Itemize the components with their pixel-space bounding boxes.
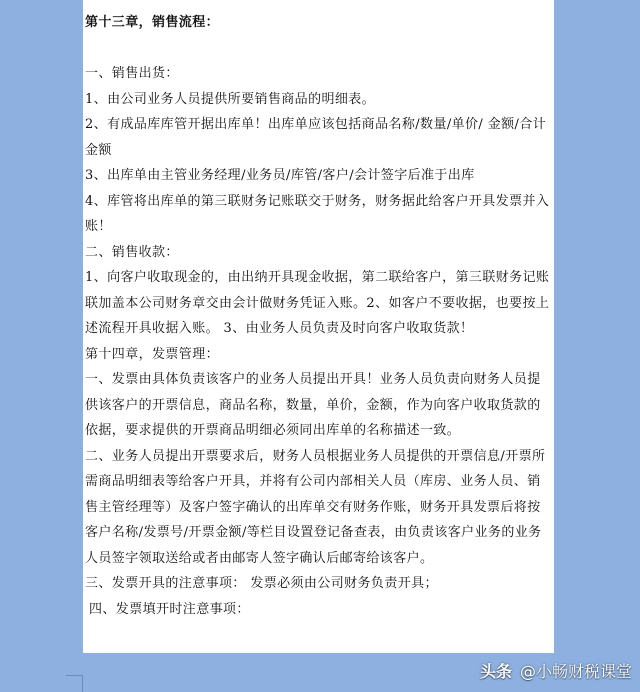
section-sales-collection-heading: 二、销售收款： — [85, 244, 179, 260]
paragraph-shipment-4: 4、库管将出库单的第三联财务记账联交于财务，财务据此给客户开具发票并入账！ — [85, 193, 550, 234]
paragraph-shipment-3: 3、出库单由主管业务经理/业务员/库管/客户/会计签字后准于出库 — [85, 168, 475, 183]
section-sales-shipment-heading: 一、销售出货： — [85, 66, 179, 81]
paragraph-invoice-3: 三、发票开具的注意事项： 发票必须由公司财务负责开具； — [85, 576, 438, 591]
watermark — [480, 656, 632, 684]
paragraph-invoice-4: 四、发票填开时注意事项： — [89, 601, 250, 617]
watermark-account: @小畅财税课堂 — [519, 661, 632, 681]
chapter-14-heading: 第十四章，发票管理： — [85, 346, 220, 362]
paragraph-invoice-1: 一、发票由具体负责该客户的业务人员提出开具！业务人员负责向财务人员提供该客户的开票信息，商品名称，数量，单价，金额，作为向客户收取货款的依据，要求提供的开票商品明细必须同出库单的名称描述一致。 — [85, 372, 541, 438]
document-body — [85, 10, 551, 622]
paragraph-shipment-2: 2、有成品库库管开据出库单！出库单应该包括商品名称/数量/单价/ 金额/合计金额 — [85, 117, 547, 158]
page-corner-mark — [66, 675, 83, 692]
blank-line — [85, 36, 551, 62]
chapter-13-heading: 第十三章，销售流程： — [85, 15, 220, 30]
watermark-brand: 头条 — [479, 661, 512, 681]
paragraph-invoice-2: 二、业务人员提出开票要求后，财务人员根据业务人员提供的开票信息/开票所需商品明细表等给客户开具，并将有公司内部相关人员（库房、业务人员、销售主管经理等）及客户签字确认的出库单交有财务作账，财务开具发票后将按客户名称/发票号/开票金额/等栏目设置登记备查表，由负责该客户业务的业务人员签字领取送给或者由邮寄人签字确认后邮寄给该客户。 — [85, 448, 546, 566]
document-page — [83, 0, 554, 653]
paragraph-shipment-1: 1、由公司业务人员提供所要销售商品的明细表。 — [85, 91, 376, 107]
paragraph-collection: 1、向客户收取现金的，由出纳开具现金收据，第二联给客户，第三联财务记账联加盖本公司财务章交由会计做财务凭证入账。2、如客户不要收据，也要按上述流程开具收据入账。 3、由业务人员负责及时向客户收取货款！ — [85, 270, 550, 336]
